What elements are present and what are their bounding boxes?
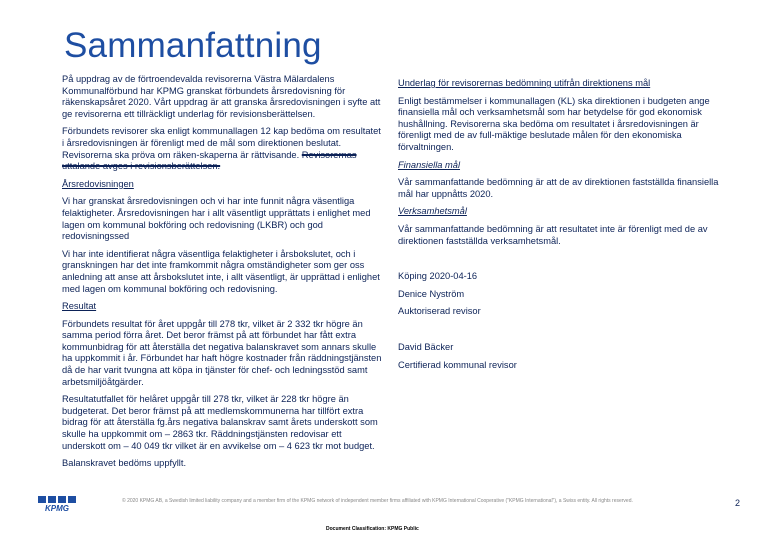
section-heading-arsredovisningen: Årsredovisningen xyxy=(62,178,134,189)
document-classification: Document Classification: KPMG Public xyxy=(326,526,419,532)
underlag-paragraph: Enligt bestämmelser i kommunallagen (KL) ska direktionen i budgeten ange finansiella mål och verksamhetsmål som har betydelse för god ekonomisk hushållning. Revisorerna ska bedöma om resultatet i årsredovisningen är förenligt med de av full-mäktige beslutade målen för den ekonomiska förvaltningen. xyxy=(398,95,710,152)
section-heading-underlag: Underlag för revisorernas bedömning utifrån direktionens mål xyxy=(398,78,651,88)
verksamhet-paragraph: Vår sammanfattande bedömning är att resultatet inte är förenligt med de av direktionen fastställda verksamhetsmål. xyxy=(398,223,708,246)
resultat-paragraph: Förbundets resultat för året uppgår till 278 tkr, vilket är 2 332 tkr högre än samma period förra året. Det beror främst på att förbundet har fått extra kommunbidrag för att återställa det negativa balanskravet som annars skulle ha uppkommit i år. Förbundet har haft högre kostnader från räddningstjänsten då de har varit tvungna att köpa in tjänster för chef- och ledningsstöd samt arbetsmiljöåtgärder. xyxy=(62,318,382,387)
intro-text: Förbundets revisorer ska enligt kommunallagen 12 kap bedöma om resultatet i årsredovisningen är förenligt med de mål som direktionen beslutat. Revisorerna ska pröva om räken-skaperna är rättvisande. xyxy=(62,126,381,160)
place-date: Köping 2020-04-16 xyxy=(398,271,478,282)
signer-title: Certifierad kommunal revisor xyxy=(398,359,517,370)
svg-text:KPMG: KPMG xyxy=(45,504,69,512)
section-heading-resultat: Resultat xyxy=(62,301,97,312)
intro-paragraph: På uppdrag av de förtroendevalda revisorerna Västra Mälardalens Kommunalförbund har KPMG granskat förbundets årsredovisning för räkenskapsåret 2020. Vårt uppdrag är att granska årsredovisningen i syfte att ge revisorerna ett tillräckligt underlag för revisionsberättelsen. xyxy=(62,74,381,119)
signer-title: Auktoriserad revisor xyxy=(398,306,481,317)
section-heading-verksamhet: Verksamhetsmål xyxy=(398,206,467,217)
arsredovisningen-paragraph-2: Vi har inte identifierat några väsentliga felaktigheter i årsbokslutet, och i granskningen har det inte framkommit några omständigheter som ger oss anledning att anse att årsbokslutet inte, i allt väsentligt, är upprättad i enlighet med lagen om kommunal bokföring och redovisning. xyxy=(62,248,380,294)
section-heading-finansiella: Finansiella mål xyxy=(398,159,461,170)
resultat-paragraph-2: Resultatutfallet för helåret uppgår till 278 tkr, vilket är 228 tkr högre än budgeterat. Det beror främst på att medlemskommunerna har tillfört extra bidrag för att återställa fg.års negativa balanskrav samt årets underskott som skulle ha uppkommit om – 2863 tkr. Räddningstjänsten redovisar ett underskott om – 40 049 tkr vilket är en avvikelse om – 4 623 tkr mot budget. xyxy=(62,394,378,451)
intro-paragraph-2 xyxy=(62,126,384,172)
left-column xyxy=(62,74,384,476)
right-column xyxy=(398,78,720,377)
arsredovisningen-paragraph: Vi har granskat årsredovisningen och vi har inte funnit några väsentliga felaktigheter. Årsredovisningen har i allt väsentligt upprättats i enlighet med lagen om kommunal bokföring och redovisning (LKBR) och god redovisningssed xyxy=(62,196,371,242)
finansiella-paragraph: Vår sammanfattande bedömning är att de av direktionen fastställda finansiella mål har uppnåtts 2020. xyxy=(398,177,719,199)
signer-name: Denice Nyström xyxy=(398,288,465,299)
struck-text: Revisorernas uttalande avges i revisionsberättelsen. xyxy=(62,149,357,172)
copyright-notice: © 2020 KPMG AB, a Swedish limited liability company and a member firm of the KPMG network of independent member firms affiliated with KPMG International Cooperative ("KPMG International"), a Swiss entity. All rights reserved. xyxy=(122,498,633,504)
page-title: Sammanfattning xyxy=(64,26,322,65)
signer-name: David Bäcker xyxy=(398,341,454,352)
kpmg-logo xyxy=(38,496,76,512)
resultat-paragraph-3: Balanskravet bedöms uppfyllt. xyxy=(62,458,187,469)
page-number: 2 xyxy=(735,498,741,508)
